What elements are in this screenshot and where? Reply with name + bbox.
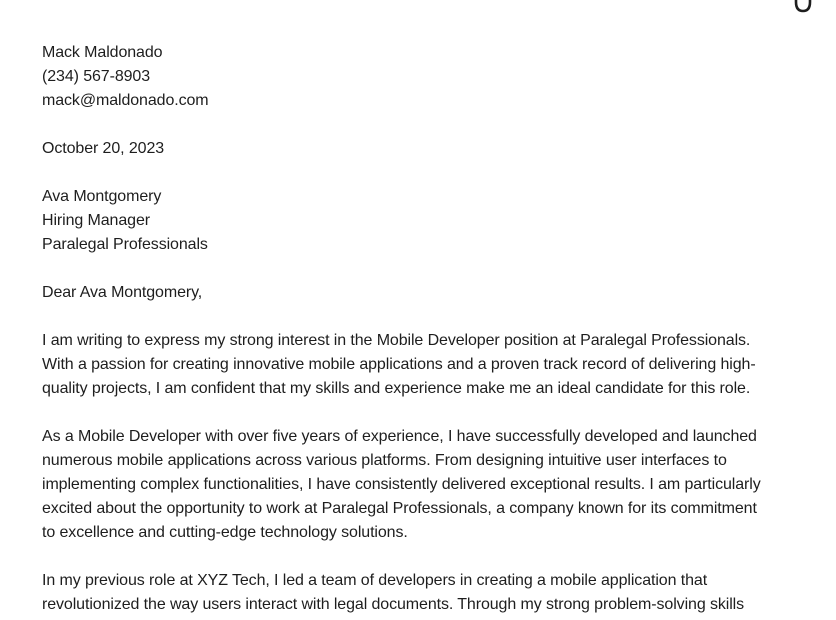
salutation-block <box>42 281 802 305</box>
paragraph-line: With a passion for creating innovative mobile applications and a proven track record of delivering high- <box>42 356 756 373</box>
paragraph-line: numerous mobile applications across various platforms. From designing intuitive user interfaces to <box>42 452 727 469</box>
paragraph-line: In my previous role at XYZ Tech, I led a team of developers in creating a mobile application that <box>42 572 708 589</box>
paragraph-line: quality projects, I am confident that my skills and experience make me an ideal candidate for this role. <box>42 380 751 397</box>
sender-block <box>42 41 802 113</box>
paragraph-1 <box>42 329 802 401</box>
paragraph-line: revolutionized the way users interact with legal documents. Through my strong problem-solving skills <box>42 596 745 613</box>
recipient-title: Hiring Manager <box>42 212 150 229</box>
recipient-company: Paralegal Professionals <box>42 236 208 253</box>
paragraph-line: to excellence and cutting-edge technology solutions. <box>42 524 408 541</box>
paragraph-2 <box>42 425 802 545</box>
cover-letter <box>42 41 802 620</box>
paragraph-line: As a Mobile Developer with over five years of experience, I have successfully developed and launched <box>42 428 757 445</box>
paragraph-3 <box>42 569 802 617</box>
paragraph-line: implementing complex functionalities, I have consistently delivered exceptional results. I am particularly <box>42 476 761 493</box>
partial-glyph-icon <box>793 0 813 14</box>
paragraph-line: excited about the opportunity to work at Paralegal Professionals, a company known for its commitment <box>42 500 757 517</box>
salutation: Dear Ava Montgomery, <box>42 284 203 301</box>
sender-email: mack@maldonado.com <box>42 92 209 109</box>
sender-phone: (234) 567-8903 <box>42 68 151 85</box>
paragraph-line: I am writing to express my strong interest in the Mobile Developer position at Paralegal Professionals. <box>42 332 751 349</box>
recipient-name: Ava Montgomery <box>42 188 162 205</box>
date-block <box>42 137 802 161</box>
sender-name: Mack Maldonado <box>42 44 163 61</box>
letter-date: October 20, 2023 <box>42 140 165 157</box>
recipient-block <box>42 185 802 257</box>
